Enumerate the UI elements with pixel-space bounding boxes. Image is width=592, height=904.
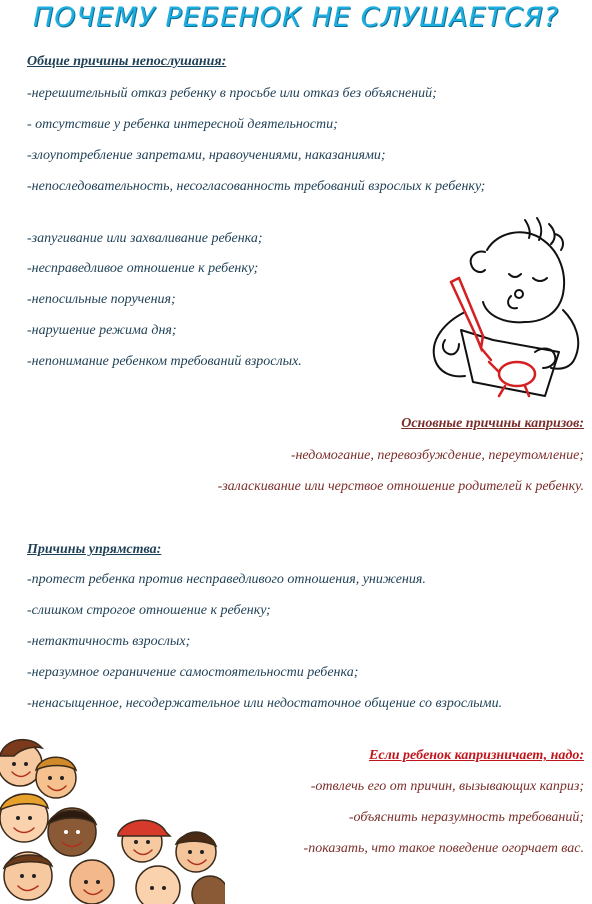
disobedience-item: -непосильные поручения;: [27, 292, 176, 307]
children-group-illustration: [0, 736, 225, 904]
whims-heading: Основные причины капризов:: [401, 416, 584, 431]
advice-item: -отвлечь его от причин, вызывающих каприз;: [310, 779, 584, 794]
stubbornness-item: -ненасыщенное, несодержательное или недостаточное общение со взрослыми.: [27, 696, 503, 711]
stubbornness-item: -нетактичность взрослых;: [27, 634, 191, 649]
disobedience-item: -непоследовательность, несогласованность требований взрослых к ребенку;: [27, 179, 486, 194]
disobedience-item: -запугивание или захваливание ребенка;: [27, 231, 263, 246]
disobedience-item: -непонимание ребенком требований взрослых.: [27, 354, 302, 369]
disobedience-item: -несправедливое отношение к ребенку;: [27, 261, 259, 276]
disobedience-item: -злоупотребление запретами, нравоучениями, наказаниями;: [27, 148, 386, 163]
whims-item: -недомогание, перевозбуждение, переутомление;: [290, 448, 584, 463]
advice-item: -объяснить неразумность требований;: [348, 810, 584, 825]
stubbornness-item: -протест ребенка против несправедливого отношения, унижения.: [27, 572, 426, 587]
disobedience-item: - отсутствие у ребенка интересной деятельности;: [27, 117, 338, 132]
page-title: ПОЧЕМУ РЕБЕНОК НЕ СЛУШАЕТСЯ?: [32, 2, 560, 33]
stubbornness-item: -неразумное ограничение самостоятельности ребенка;: [27, 665, 359, 680]
stubbornness-item: -слишком строгое отношение к ребенку;: [27, 603, 271, 618]
disobedience-item: -нерешительный отказ ребенку в просьбе или отказ без объяснений;: [27, 86, 437, 101]
advice-heading: Если ребенок капризничает, надо:: [369, 748, 584, 763]
whims-item: -заласкивание или черствое отношение родителей к ребенку.: [217, 479, 584, 494]
disobedience-heading: Общие причины непослушания:: [27, 54, 227, 69]
drawing-boy-illustration: [425, 212, 585, 402]
stubbornness-heading: Причины упрямства:: [27, 542, 162, 557]
advice-item: -показать, что такое поведение огорчает вас.: [303, 841, 584, 856]
disobedience-item: -нарушение режима дня;: [27, 323, 177, 338]
